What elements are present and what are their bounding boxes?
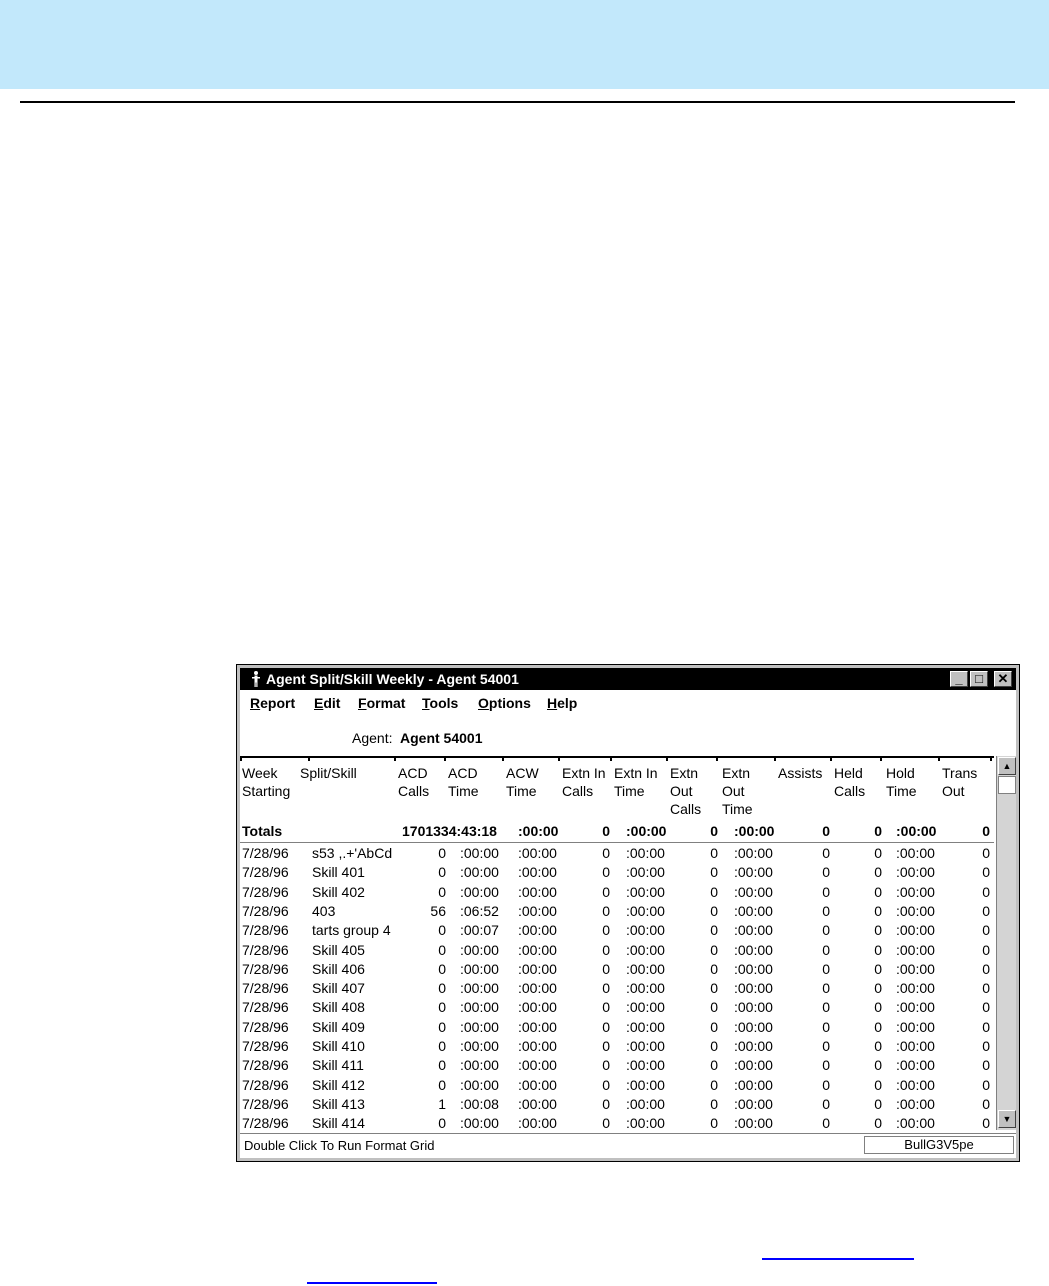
menu-options-rest: ptions	[488, 695, 531, 711]
table-cell: Skill 411	[312, 1057, 364, 1074]
table-cell: :00:00	[734, 922, 773, 939]
status-bar	[240, 1133, 1016, 1158]
table-cell: Skill 408	[312, 999, 365, 1016]
scroll-down-button[interactable]: ▼	[998, 1110, 1016, 1128]
table-cell: :00:00	[518, 1095, 557, 1112]
table-cell: 0	[982, 1018, 990, 1035]
table-cell: :00:00	[734, 960, 773, 977]
close-button[interactable]: ✕	[994, 671, 1012, 687]
table-cell: :00:00	[460, 883, 499, 900]
maximize-button[interactable]: □	[970, 671, 988, 687]
table-cell: 0	[822, 1095, 830, 1112]
table-cell: Skill 402	[312, 883, 365, 900]
column-divider[interactable]	[666, 756, 668, 761]
table-cell: :00:00	[734, 864, 773, 881]
table-cell: :00:00	[460, 999, 499, 1016]
table-row[interactable]	[240, 979, 994, 998]
table-cell: :00:00	[518, 960, 557, 977]
table-cell: :00:00	[518, 864, 557, 881]
column-dividers	[240, 756, 994, 761]
table-cell: 0	[602, 902, 610, 919]
table-cell: 7/28/96	[242, 864, 289, 881]
column-divider[interactable]	[444, 756, 446, 761]
table-row[interactable]	[240, 1076, 994, 1095]
table-cell: :00:00	[896, 823, 937, 839]
table-cell: 0	[982, 941, 990, 958]
table-cell: 0	[982, 864, 990, 881]
table-cell: 0	[602, 1038, 610, 1054]
report-window	[236, 664, 1020, 1162]
table-row[interactable]	[240, 1056, 994, 1075]
table-cell: :00:00	[518, 845, 557, 861]
table-cell: 1	[438, 1095, 446, 1112]
column-header[interactable]: Extn Out Calls	[670, 765, 702, 817]
table-row[interactable]	[240, 863, 994, 882]
menu-tools-key: T	[422, 695, 430, 711]
column-divider[interactable]	[774, 756, 776, 761]
table-cell: :00:00	[626, 823, 667, 839]
column-header[interactable]: Hold Time	[886, 765, 917, 799]
table-cell: 0	[602, 1095, 610, 1112]
table-cell: 0	[822, 1038, 830, 1054]
table-cell: 0	[710, 1018, 718, 1035]
column-divider[interactable]	[240, 756, 242, 761]
table-cell: :00:00	[896, 960, 935, 977]
table-cell: :00:00	[896, 864, 935, 881]
table-cell: 0	[982, 960, 990, 977]
table-cell: Skill 409	[312, 1018, 365, 1035]
table-row[interactable]	[240, 1037, 994, 1056]
table-row[interactable]	[240, 844, 994, 863]
table-cell: :00:00	[626, 1095, 665, 1112]
table-cell: 0	[438, 1057, 446, 1074]
table-cell: :00:00	[896, 999, 935, 1016]
menu-tools[interactable]	[422, 695, 458, 711]
table-cell: Skill 405	[312, 941, 365, 958]
column-header[interactable]: Extn In Calls	[562, 765, 606, 799]
table-cell: 0	[874, 960, 882, 977]
table-cell: 0	[874, 883, 882, 900]
table-cell: 7/28/96	[242, 1038, 289, 1054]
table-cell: :00:00	[626, 1057, 665, 1074]
table-cell: 7/28/96	[242, 845, 289, 861]
table-cell: 0	[982, 883, 990, 900]
table-cell: :00:00	[460, 845, 499, 861]
table-row[interactable]	[240, 1095, 994, 1114]
column-divider[interactable]	[308, 756, 310, 761]
table-cell: 0	[822, 883, 830, 900]
table-cell: 0	[710, 980, 718, 997]
table-cell: :00:00	[734, 1115, 773, 1132]
menu-help-rest: elp	[557, 695, 578, 711]
table-cell: 0	[602, 864, 610, 881]
table-cell: :00:00	[460, 941, 499, 958]
title-bar[interactable]	[240, 668, 1016, 690]
table-cell: 0	[874, 1095, 882, 1112]
menu-format[interactable]	[358, 695, 405, 711]
table-cell: 0	[438, 864, 446, 881]
menu-bar	[240, 692, 1016, 714]
column-divider[interactable]	[502, 756, 504, 761]
column-divider[interactable]	[990, 756, 992, 761]
table-cell: :00:00	[460, 1115, 499, 1132]
table-cell: :00:00	[896, 1018, 935, 1035]
window-client	[240, 668, 1016, 1158]
table-cell: s53 ,.+'AbCd	[312, 845, 393, 861]
table-cell: 7/28/96	[242, 883, 289, 900]
vertical-scrollbar[interactable]	[996, 756, 1016, 1130]
table-cell: :00:00	[896, 1057, 935, 1074]
table-cell: Skill 410	[312, 1038, 365, 1054]
table-cell: 0	[822, 845, 830, 861]
table-cell: :00:00	[460, 1038, 499, 1054]
table-cell: 0	[710, 1076, 718, 1093]
table-cell: Skill 406	[312, 960, 365, 977]
table-cell: 0	[822, 1115, 830, 1132]
table-cell: :00:00	[518, 883, 557, 900]
table-cell: :00:00	[896, 902, 935, 919]
column-header[interactable]: Split/Skill	[300, 765, 357, 781]
minimize-button[interactable]: _	[950, 671, 968, 687]
table-cell: :00:00	[896, 941, 935, 958]
table-cell: 0	[438, 883, 446, 900]
table-cell: :00:00	[518, 1038, 557, 1054]
page-header-band	[0, 0, 1049, 89]
table-cell: 0	[438, 980, 446, 997]
table-cell: :00:00	[518, 941, 557, 958]
table-cell: :00:00	[518, 999, 557, 1016]
table-cell: 7/28/96	[242, 902, 289, 919]
table-cell: 0	[822, 1057, 830, 1074]
column-header[interactable]: Extn In Time	[614, 765, 658, 799]
table-cell: 0	[438, 845, 446, 861]
table-cell: :00:00	[626, 864, 665, 881]
table-cell: :00:00	[460, 980, 499, 997]
table-cell: 0	[982, 902, 990, 919]
table-cell: :00:00	[734, 1018, 773, 1035]
table-cell: :00:00	[896, 1038, 935, 1054]
table-cell: :00:00	[734, 883, 773, 900]
table-cell: 0	[602, 999, 610, 1016]
column-divider[interactable]	[716, 756, 718, 761]
table-cell: Skill 407	[312, 980, 365, 997]
column-divider[interactable]	[880, 756, 882, 761]
status-message: Double Click To Run Format Grid	[244, 1138, 435, 1153]
table-cell: :00:00	[734, 1038, 773, 1054]
table-cell: 0	[822, 823, 830, 839]
table-cell: 0	[438, 1115, 446, 1132]
report-grid[interactable]	[240, 756, 994, 1130]
column-header[interactable]: Held Calls	[834, 765, 866, 799]
table-cell: 0	[710, 902, 718, 919]
column-header[interactable]: Trans Out	[942, 765, 978, 799]
scroll-up-button[interactable]: ▲	[998, 757, 1016, 775]
menu-options[interactable]	[478, 695, 531, 711]
table-cell: :00:07	[460, 922, 499, 939]
menu-tools-rest: ools	[429, 695, 459, 711]
table-cell: :00:00	[460, 960, 499, 977]
table-cell: 0	[874, 1018, 882, 1035]
table-cell: :00:00	[896, 1076, 935, 1093]
table-cell: 0	[438, 999, 446, 1016]
table-cell: 0	[710, 1095, 718, 1112]
table-cell: 0	[982, 999, 990, 1016]
table-cell: :00:00	[518, 902, 557, 919]
table-cell: :00:00	[896, 845, 935, 861]
window-title: Agent Split/Skill Weekly - Agent 54001	[266, 671, 519, 687]
table-cell: :00:00	[734, 902, 773, 919]
table-cell: 0	[438, 1076, 446, 1093]
table-cell: 0	[438, 1038, 446, 1054]
status-server: BullG3V5pe	[864, 1136, 1014, 1154]
table-cell: 0	[710, 1057, 718, 1074]
column-divider[interactable]	[830, 756, 832, 761]
table-cell: Skill 413	[312, 1095, 365, 1112]
table-cell: 0	[602, 1115, 610, 1132]
table-cell: 0	[822, 941, 830, 958]
hyperlink-underline[interactable]	[762, 1258, 914, 1260]
table-cell: :00:00	[734, 980, 773, 997]
table-cell: 0	[602, 823, 610, 839]
totals-separator	[240, 842, 994, 843]
table-cell: :00:08	[460, 1095, 499, 1112]
column-header[interactable]: Extn Out Time	[722, 765, 753, 817]
table-cell: 0	[874, 1057, 882, 1074]
table-row[interactable]	[240, 1114, 994, 1133]
totals-row[interactable]	[240, 822, 994, 841]
column-header[interactable]: ACD Calls	[398, 765, 430, 799]
menu-options-key: O	[478, 695, 489, 711]
menu-format-key: F	[358, 695, 367, 711]
table-row[interactable]	[240, 921, 994, 940]
table-cell: 0	[822, 922, 830, 939]
table-cell: :00:00	[734, 999, 773, 1016]
table-cell: 0	[710, 1038, 718, 1054]
table-row[interactable]	[240, 941, 994, 960]
column-divider[interactable]	[394, 756, 396, 761]
table-cell: 0	[874, 941, 882, 958]
table-cell: 0	[982, 1057, 990, 1074]
table-cell: 0	[982, 922, 990, 939]
table-cell: 0	[982, 1038, 990, 1054]
table-cell: :00:00	[896, 922, 935, 939]
column-divider[interactable]	[938, 756, 940, 761]
table-cell: :00:00	[460, 864, 499, 881]
table-cell: 0	[710, 941, 718, 958]
table-cell: :00:00	[626, 845, 665, 861]
table-cell: 0	[822, 960, 830, 977]
table-cell: 0	[822, 1076, 830, 1093]
hyperlink-underline[interactable]	[307, 1282, 437, 1284]
table-cell: 0	[602, 960, 610, 977]
menu-report-rest: eport	[260, 695, 296, 711]
column-header[interactable]: ACW Time	[506, 765, 539, 799]
table-cell: 56	[430, 902, 446, 919]
table-cell: 0	[822, 864, 830, 881]
table-cell: :00:00	[518, 1018, 557, 1035]
table-cell: 0	[822, 980, 830, 997]
menu-edit-key: E	[314, 695, 324, 711]
menu-report-key: R	[250, 695, 261, 711]
table-cell: Totals	[242, 823, 283, 839]
table-cell: 0	[602, 845, 610, 861]
column-header[interactable]: ACD Time	[448, 765, 479, 799]
menu-report[interactable]	[250, 695, 295, 711]
table-cell: 0	[602, 1057, 610, 1074]
table-cell: 0	[602, 922, 610, 939]
table-row[interactable]	[240, 883, 994, 902]
table-cell: 0	[822, 999, 830, 1016]
table-cell: 7/28/96	[242, 922, 289, 939]
table-cell: :00:00	[626, 1076, 665, 1093]
table-row[interactable]	[240, 960, 994, 979]
table-cell: 7/28/96	[242, 1076, 289, 1093]
table-row[interactable]	[240, 1018, 994, 1037]
table-cell: 0	[874, 922, 882, 939]
table-cell: :00:00	[626, 999, 665, 1016]
menu-format-rest: ormat	[366, 695, 406, 711]
menu-edit-rest: dit	[323, 695, 341, 711]
scroll-thumb[interactable]	[998, 776, 1016, 794]
table-cell: 0	[710, 960, 718, 977]
table-cell: :00:00	[518, 823, 559, 839]
column-header[interactable]: Assists	[778, 765, 823, 781]
table-cell: :00:00	[626, 922, 665, 939]
table-cell: :00:00	[460, 1018, 499, 1035]
table-cell: 0	[982, 823, 990, 839]
table-cell: 0	[822, 1018, 830, 1035]
table-cell: 0	[874, 823, 882, 839]
table-cell: 7/28/96	[242, 1057, 289, 1074]
menu-help-key: H	[547, 695, 558, 711]
table-cell: 7/28/96	[242, 941, 289, 958]
table-cell: 0	[602, 980, 610, 997]
table-cell: :06:52	[460, 902, 499, 919]
table-cell: :00:00	[460, 1057, 499, 1074]
table-row[interactable]	[240, 902, 994, 921]
header-rule	[20, 101, 1015, 103]
table-cell: 0	[874, 999, 882, 1016]
table-cell: 403	[312, 902, 336, 919]
agent-person-icon[interactable]	[249, 670, 263, 688]
column-divider[interactable]	[558, 756, 560, 761]
table-cell: :00:00	[734, 1076, 773, 1093]
column-divider[interactable]	[610, 756, 612, 761]
table-cell: 0	[982, 1076, 990, 1093]
menu-edit[interactable]	[314, 695, 340, 711]
table-cell: :00:00	[896, 1115, 935, 1132]
table-cell: :00:00	[734, 1095, 773, 1112]
table-cell: 0	[874, 864, 882, 881]
table-cell: :00:00	[734, 823, 775, 839]
table-cell: 7/28/96	[242, 960, 289, 977]
table-cell: :00:00	[896, 1095, 935, 1112]
table-cell: 7/28/96	[242, 1095, 289, 1112]
table-cell: tarts group 4	[312, 922, 391, 939]
table-cell: :00:00	[734, 845, 773, 861]
table-cell: 0	[438, 941, 446, 958]
table-cell: :00:00	[518, 980, 557, 997]
table-cell: 0	[982, 845, 990, 861]
agent-value: Agent 54001	[400, 730, 483, 746]
table-cell: :00:00	[626, 980, 665, 997]
table-cell: :00:00	[626, 902, 665, 919]
agent-label: Agent:	[352, 730, 393, 746]
table-cell: 0	[874, 1115, 882, 1132]
table-cell: 0	[874, 1076, 882, 1093]
table-cell: :00:00	[626, 883, 665, 900]
table-cell: 0	[710, 922, 718, 939]
table-cell: :00:00	[626, 960, 665, 977]
table-cell: :00:00	[518, 922, 557, 939]
table-cell: :00:00	[626, 1115, 665, 1132]
table-cell: Skill 412	[312, 1076, 365, 1093]
table-cell: Skill 414	[312, 1115, 365, 1132]
table-cell: :00:00	[626, 941, 665, 958]
table-cell: 0	[874, 845, 882, 861]
table-cell: 0	[874, 902, 882, 919]
table-cell: 0	[874, 980, 882, 997]
table-cell: :00:00	[460, 1076, 499, 1093]
table-cell: 0	[602, 1076, 610, 1093]
table-cell: 0	[710, 883, 718, 900]
table-cell: 0	[982, 980, 990, 997]
table-cell: 0	[710, 864, 718, 881]
table-cell: :00:00	[734, 1057, 773, 1074]
table-cell: 7/28/96	[242, 999, 289, 1016]
table-cell: 7/28/96	[242, 980, 289, 997]
table-cell: 0	[710, 845, 718, 861]
table-cell: 7/28/96	[242, 1018, 289, 1035]
table-cell: :00:00	[626, 1018, 665, 1035]
menu-help[interactable]	[547, 695, 577, 711]
table-cell: 0	[822, 902, 830, 919]
table-cell: 0	[602, 941, 610, 958]
table-cell: :00:00	[734, 941, 773, 958]
table-cell: :00:00	[518, 1076, 557, 1093]
table-row[interactable]	[240, 998, 994, 1017]
table-cell: 0	[438, 1018, 446, 1035]
table-cell: Skill 401	[312, 864, 365, 881]
table-cell: 0	[982, 1115, 990, 1132]
table-cell: 0	[982, 1095, 990, 1112]
table-cell: 0	[874, 1038, 882, 1054]
table-cell: :00:00	[626, 1038, 665, 1054]
table-cell: 0	[602, 1018, 610, 1035]
table-cell: :00:00	[896, 883, 935, 900]
table-cell: :00:00	[518, 1057, 557, 1074]
table-cell: 0	[438, 922, 446, 939]
table-cell: 0	[710, 823, 718, 839]
table-cell: :00:00	[896, 980, 935, 997]
table-cell: 0	[710, 999, 718, 1016]
table-cell: 0	[438, 960, 446, 977]
table-cell: :00:00	[518, 1115, 557, 1132]
table-cell: 7/28/96	[242, 1115, 289, 1132]
table-cell: 0	[710, 1115, 718, 1132]
column-header[interactable]: Week Starting	[242, 765, 291, 799]
table-cell: 1701334:43:18	[402, 823, 497, 839]
table-cell: 0	[602, 883, 610, 900]
